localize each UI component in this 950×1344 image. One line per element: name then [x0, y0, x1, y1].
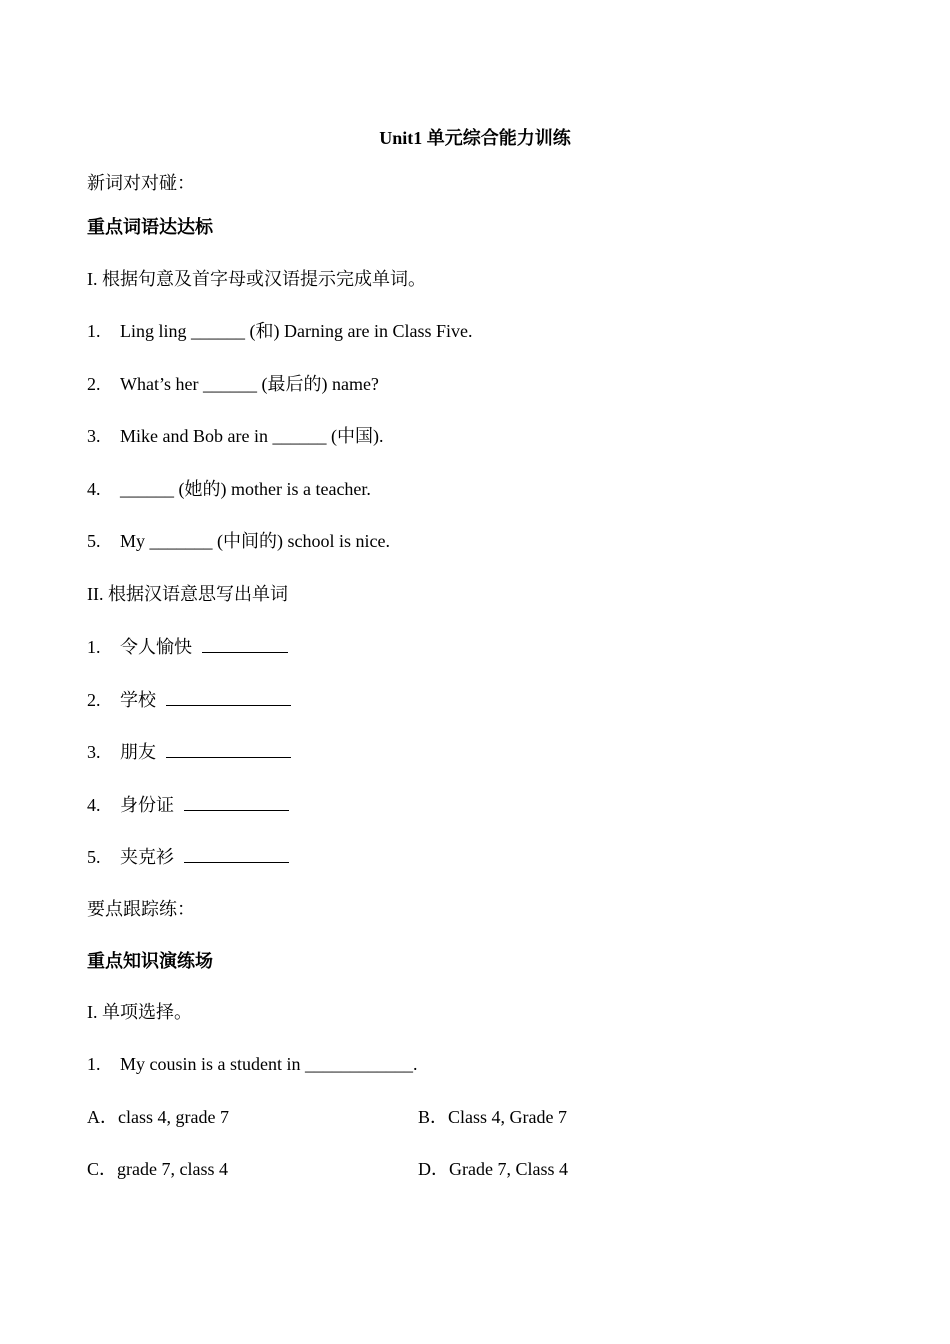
part2-question-3 — [87, 739, 291, 764]
answer-blank[interactable] — [166, 739, 291, 758]
part2-instruction: II. 根据汉语意思写出单词 — [87, 584, 288, 604]
question-number: 1. — [87, 637, 101, 657]
question-text: 身份证 — [120, 795, 174, 815]
question-number: 4. — [87, 795, 101, 815]
part2-question-2 — [87, 687, 291, 712]
part1-question-1 — [87, 319, 472, 343]
part3-question-1 — [87, 1052, 418, 1076]
section-heading-key-points: 要点跟踪练： — [87, 899, 195, 919]
question-text: My cousin is a student in ____________. — [120, 1054, 418, 1074]
question-text: 学校 — [120, 690, 156, 710]
question-number: 5. — [87, 531, 101, 551]
question-number: 5. — [87, 847, 101, 867]
part1-question-3 — [87, 424, 383, 448]
part1-instruction: I. 根据句意及首字母或汉语提示完成单词。 — [87, 269, 426, 289]
part3-instruction: I. 单项选择。 — [87, 1002, 192, 1022]
question-text: 令人愉快 — [120, 637, 192, 657]
question-text: My _______ (中间的) school is nice. — [120, 531, 390, 551]
question-text: ______ (她的) mother is a teacher. — [120, 479, 371, 499]
section-subheading-key-knowledge: 重点知识演练场 — [87, 951, 213, 971]
question-text: Ling ling ______ (和) Darning are in Class Five. — [120, 321, 473, 341]
question-number: 1. — [87, 1054, 101, 1074]
part2-question-4 — [87, 792, 289, 817]
option-c[interactable]: C．grade 7, class 4 — [87, 1159, 228, 1179]
question-number: 3. — [87, 742, 101, 762]
question-number: 3. — [87, 426, 101, 446]
option-a[interactable]: A．class 4, grade 7 — [87, 1107, 229, 1127]
page-title: Unit1 单元综合能力训练 — [379, 128, 571, 148]
option-b[interactable]: B．Class 4, Grade 7 — [418, 1107, 567, 1127]
question-number: 2. — [87, 374, 101, 394]
question-number: 4. — [87, 479, 101, 499]
answer-blank[interactable] — [202, 634, 288, 653]
question-text: What’s her ______ (最后的) name? — [120, 374, 379, 394]
question-text: 夹克衫 — [120, 847, 174, 867]
part1-question-4 — [87, 477, 371, 501]
part1-question-5 — [87, 529, 390, 553]
option-d[interactable]: D．Grade 7, Class 4 — [418, 1159, 568, 1179]
section-heading-new-words: 新词对对碰： — [87, 173, 195, 193]
question-number: 1. — [87, 321, 101, 341]
question-text: 朋友 — [120, 742, 156, 762]
answer-blank[interactable] — [184, 844, 289, 863]
section-subheading-key-words: 重点词语达达标 — [87, 217, 213, 237]
answer-blank[interactable] — [184, 792, 289, 811]
part2-question-5 — [87, 844, 289, 869]
answer-blank[interactable] — [166, 687, 291, 706]
part2-question-1 — [87, 634, 288, 659]
part1-question-2 — [87, 372, 379, 396]
question-number: 2. — [87, 690, 101, 710]
question-text: Mike and Bob are in ______ (中国). — [120, 426, 384, 446]
